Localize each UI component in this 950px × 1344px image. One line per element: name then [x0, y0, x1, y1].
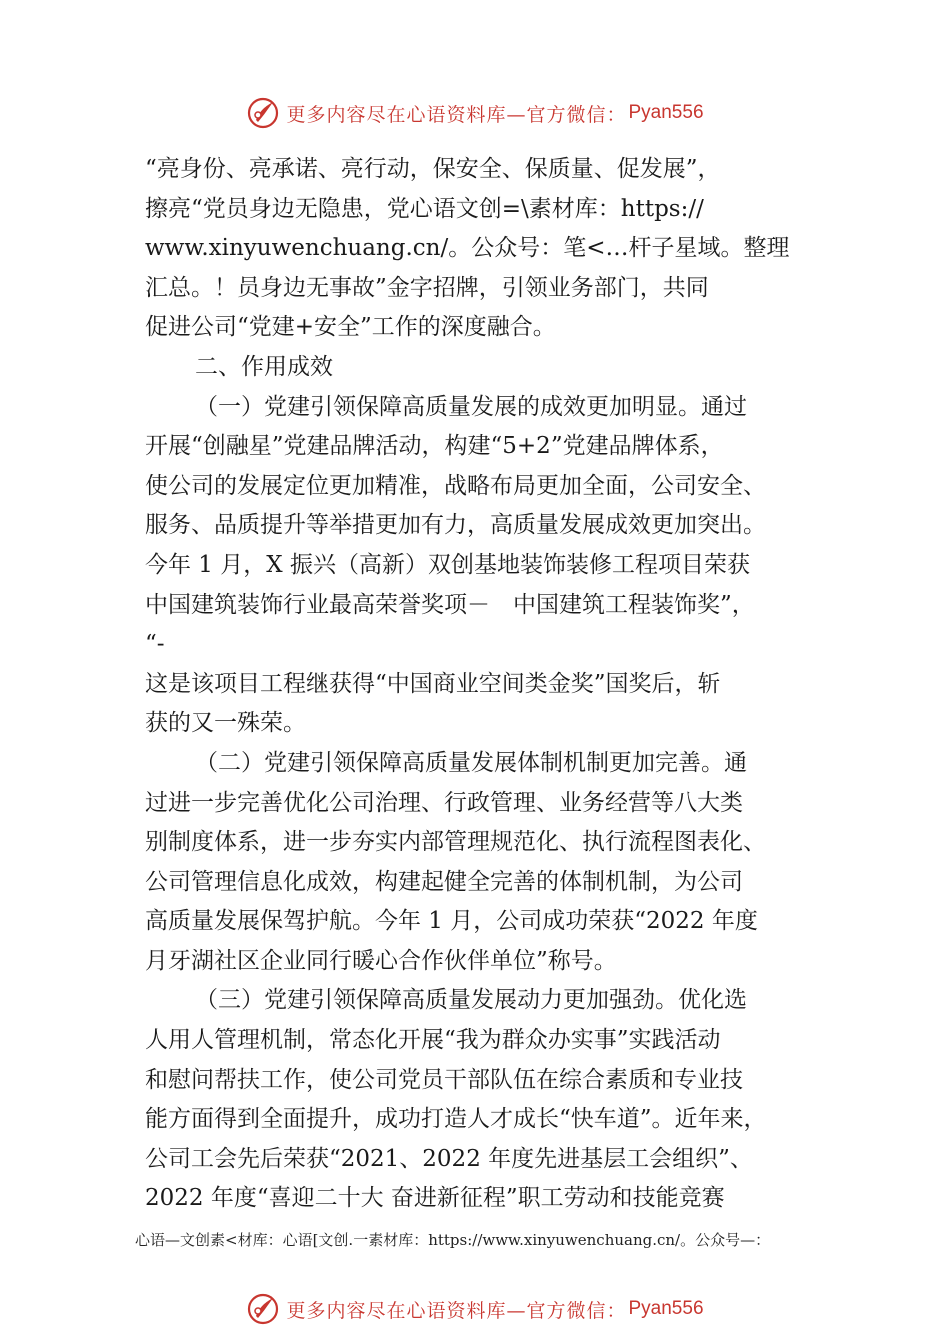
text-line: 月牙湖社区企业同行暖心合作伙伴单位”称号。	[145, 947, 617, 974]
text-line: 获的又一殊荣。	[145, 710, 306, 737]
section-heading: 二、作用成效	[195, 353, 333, 380]
document-body	[145, 150, 825, 1219]
text-line: 人用人管理机制，常态化开展“我为群众办实事”实践活动	[145, 1027, 721, 1054]
header-watermark	[0, 96, 950, 130]
text-line: www.xinyuwenchuang.cn/。公众号：笔<…杆子星域。整理	[145, 235, 790, 262]
text-line: 公司工会先后荣获“2021、2022 年度先进基层工会组织”、	[145, 1145, 753, 1172]
footer-watermark	[0, 1292, 950, 1326]
text-line: 别制度体系，进一步夯实内部管理规范化、执行流程图表化、	[145, 829, 766, 856]
text-line: 汇总。！员身边无事故”金字招牌，引领业务部门，共同	[145, 274, 709, 301]
text-line: 开展“创融星”党建品牌活动，构建“5+2”党建品牌体系，	[145, 433, 724, 460]
text-line: “亮身份、亮承诺、亮行动，保安全、保质量、促发展”，	[145, 156, 721, 182]
text-line: 今年 1 月，X 振兴（高新）双创基地装饰装修工程项目荣获	[145, 551, 750, 578]
text-line: （一）党建引领保障高质量发展的成效更加明显。通过	[195, 393, 747, 420]
text-line: （二）党建引领保障高质量发展体制机制更加完善。通	[195, 749, 747, 776]
text-line: （三）党建引领保障高质量发展动力更加强劲。优化选	[195, 987, 747, 1014]
text-line: 促进公司“党建+安全”工作的深度融合。	[145, 314, 556, 341]
text-line: 和慰问帮扶工作，使公司党员干部队伍在综合素质和专业技	[145, 1066, 743, 1093]
page-footer: 心语—文创素<材库：心语[文创.一素材库：https://www.xinyuwenchuang.cn/。公众号—：	[135, 1231, 771, 1249]
brush-logo-icon	[246, 96, 280, 130]
watermark-text: 更多内容尽在心语资料库—官方微信：	[286, 103, 627, 126]
text-line: 2022 年度“喜迎二十大 奋进新征程”职工劳动和技能竞赛	[145, 1185, 725, 1212]
text-line: 高质量发展保驾护航。今年 1 月，公司成功荣获“2022 年度	[145, 908, 758, 935]
text-line: 过进一步完善优化公司治理、行政管理、业务经营等八大类	[145, 789, 743, 816]
text-line: 能方面得到全面提升，成功打造人才成长“快车道”。近年来，	[145, 1106, 767, 1133]
text-line: 服务、品质提升等举措更加有力，高质量发展成效更加突出。	[145, 512, 766, 539]
text-line: 公司管理信息化成效，构建起健全完善的体制机制，为公司	[145, 868, 743, 895]
text-line: 使公司的发展定位更加精准，战略布局更加全面，公司安全、	[145, 472, 766, 499]
text-line: “-	[145, 631, 165, 658]
brush-logo-icon	[246, 1292, 280, 1326]
text-line: 中国建筑装饰行业最高荣誉奖项－ 中国建筑工程装饰奖”，	[145, 591, 755, 618]
text-line: 这是该项目工程继获得“中国商业空间类金奖”国奖后，斩	[145, 670, 721, 697]
text-line: 擦亮“党员身边无隐患，党心语文创=\素材库：https://	[145, 195, 704, 222]
watermark-text: 更多内容尽在心语资料库—官方微信：	[286, 1299, 627, 1322]
watermark-handle: Pyan556	[628, 1298, 704, 1319]
watermark-handle: Pyan556	[628, 102, 704, 123]
